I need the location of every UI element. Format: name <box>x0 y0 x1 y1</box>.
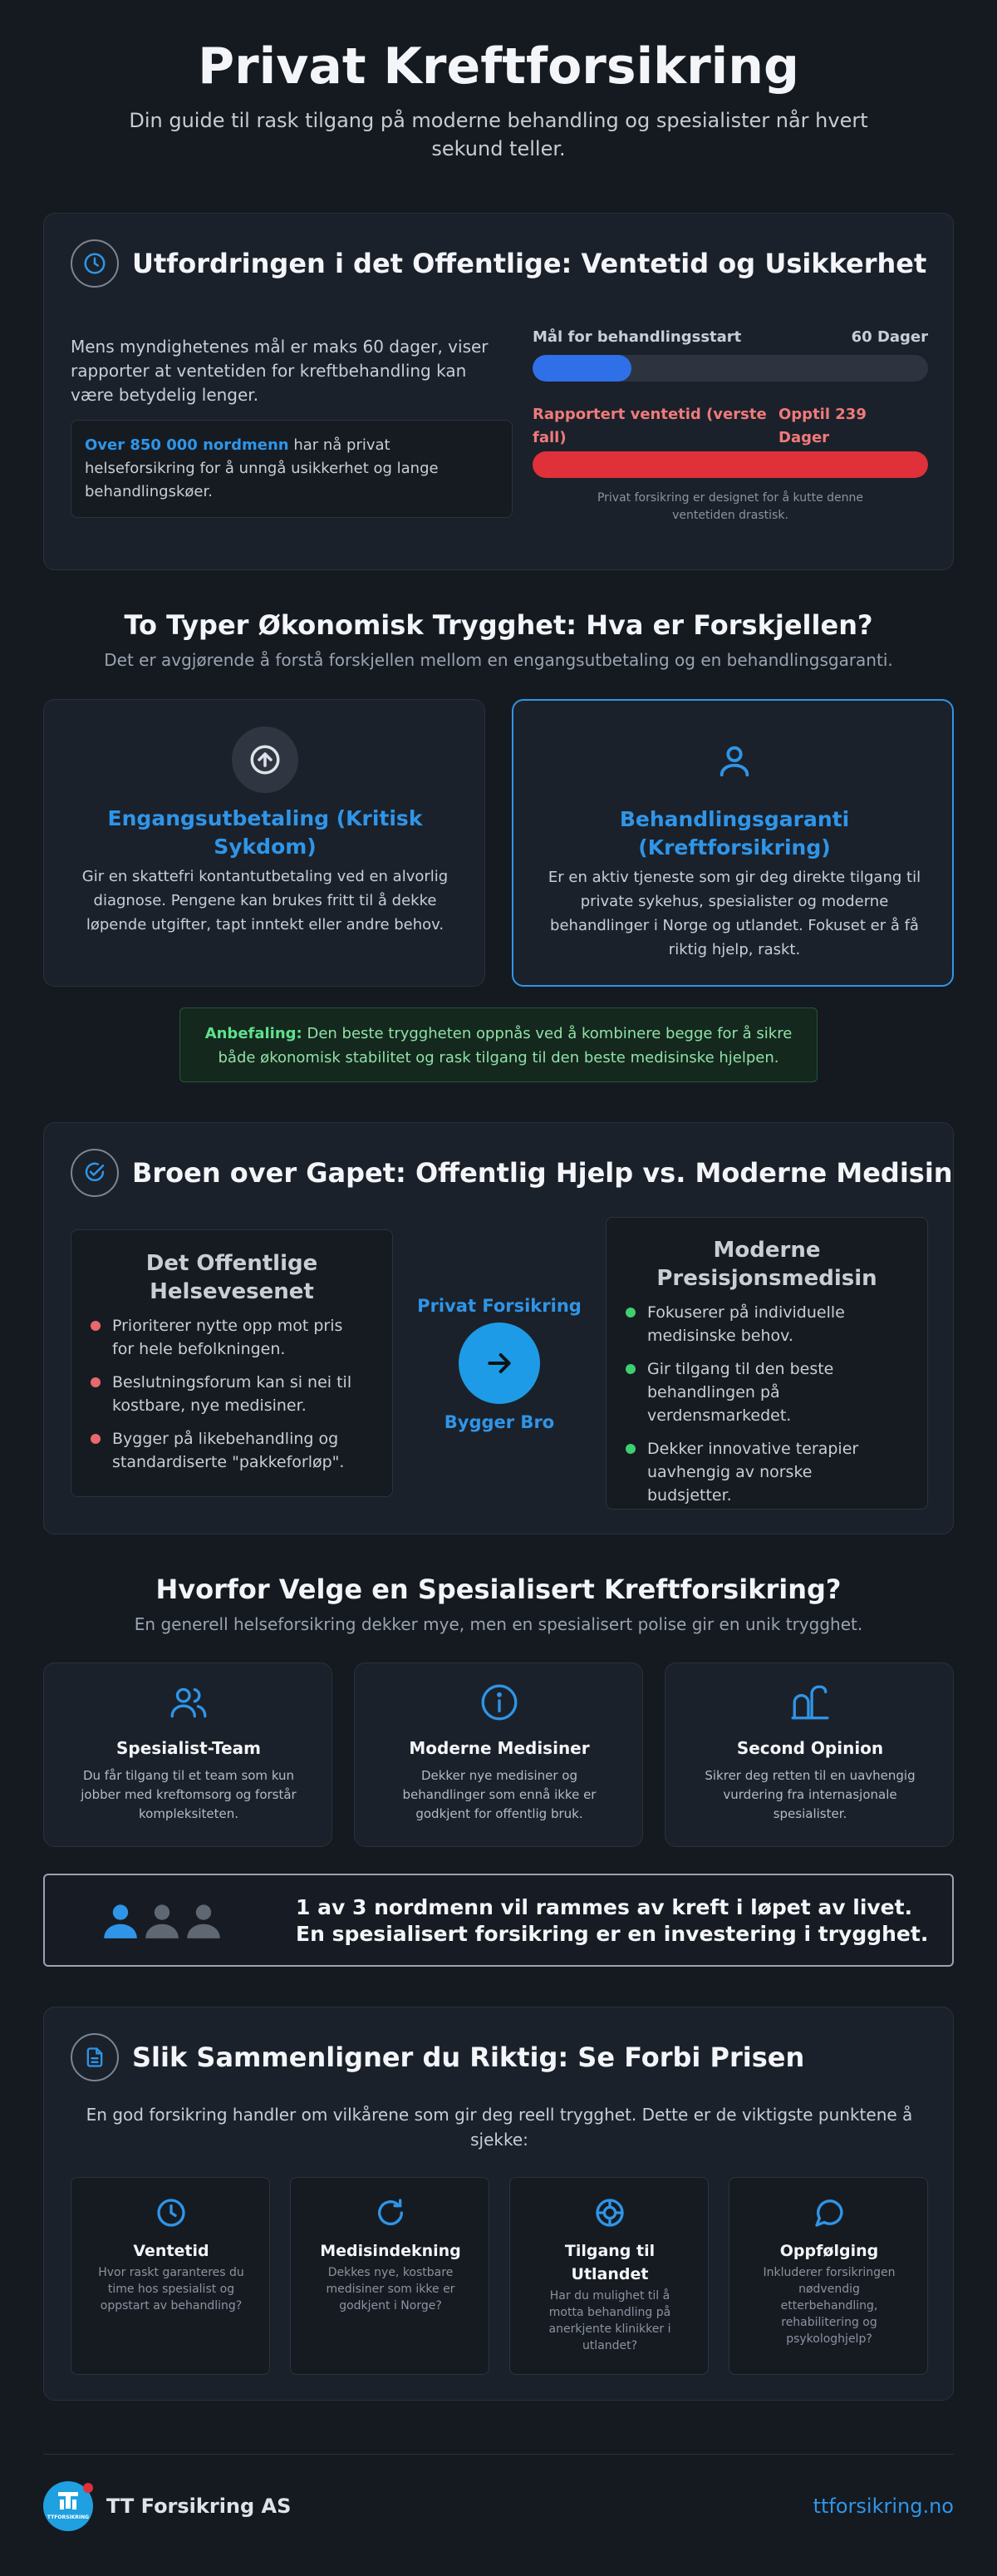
feature-card <box>354 1662 643 1847</box>
second-opinion-icon <box>789 1682 831 1723</box>
list-item: Fokuserer på individuelle medisinske behov. <box>647 1303 845 1345</box>
worst-bar-track <box>533 451 928 478</box>
bullet-dot <box>91 1434 101 1444</box>
stat-banner <box>43 1874 954 1967</box>
compare-card <box>729 2177 928 2375</box>
clock-icon <box>155 2196 188 2229</box>
compare-intro: En god forsikring handler om vilkårene som gir deg reell trygghet. Dette er de viktigste punktene å sjekke: <box>86 2105 913 2150</box>
bridge-mid-top: Privat Forsikring <box>417 1296 582 1316</box>
stat-line-1: 1 av 3 nordmenn vil rammes av kreft i løpet av livet. <box>296 1895 913 1919</box>
recommendation-label: Anbefaling: <box>204 1025 302 1042</box>
bullet-dot <box>626 1308 636 1318</box>
highlight-bold: Over 850 000 nordmenn <box>85 436 289 454</box>
document-icon <box>71 2033 119 2081</box>
compare-title: Slik Sammenligner du Riktig: Se Forbi Prisen <box>132 2042 805 2073</box>
refresh-icon <box>374 2196 407 2229</box>
worst-bar-value: Opptil 239 Dager <box>778 406 867 446</box>
feature-card <box>43 1662 332 1847</box>
challenge-note: Privat forsikring er designet for å kutte denne ventetiden drastisk. <box>597 491 864 522</box>
feature-text: Du får tilgang til et team som kun jobber med kreftomsorg og forstår kompleksiteten. <box>81 1768 297 1821</box>
footer-divider <box>43 2454 954 2455</box>
feature-text: Dekker nye medisiner og behandlinger som ennå ikke er godkjent for offentlig bruk. <box>402 1768 597 1821</box>
highlight-text: har nå privat helseforsikring for å unngå usikkerhet og lange behandlingskøer. <box>85 436 439 500</box>
precision-medicine-title: Moderne Presisjonsmedisin <box>656 1238 877 1291</box>
feature-title: Moderne Medisiner <box>409 1738 590 1758</box>
person-icon <box>183 1900 224 1945</box>
challenge-intro: Mens myndighetenes mål er maks 60 dager, viser rapporter at ventetiden for kreftbehandling kan være betydelig lenger. <box>71 337 489 405</box>
page-subtitle: Din guide til rask tilgang på moderne behandling og spesialister når hvert sekund teller. <box>129 109 868 160</box>
stat-line-2: En spesialisert forsikring er en investering i trygghet. <box>296 1922 929 1946</box>
clock-icon <box>71 239 119 288</box>
recommendation-box <box>179 1007 818 1082</box>
treatment-guarantee-title: Behandlingsgaranti (Kreftforsikring) <box>619 807 850 859</box>
lump-sum-text: Gir en skattefri kontantutbetaling ved en alvorlig diagnose. Pengene kan brukes fritt til å dekke løpende utgifter, tapt inntekt eller andre behov. <box>81 868 449 933</box>
compare-card <box>509 2177 709 2375</box>
users-icon <box>168 1682 209 1723</box>
list-item: Prioriterer nytte opp mot pris for hele befolkningen. <box>112 1317 343 1358</box>
company-name: TT Forsikring AS <box>106 2495 292 2518</box>
recommendation-text: Den beste tryggheten oppnås ved å kombinere begge for å sikre både økonomisk stabilitet og rask tilgang til den beste medisinske hjelpen. <box>218 1025 793 1066</box>
feature-title: Second Opinion <box>736 1738 884 1758</box>
compare-title: Medisindekning <box>320 2242 461 2260</box>
person-icon-highlight <box>100 1900 141 1945</box>
compare-text: Dekkes nye, kostbare medisiner som ikke er godkjent i Norge? <box>326 2266 455 2312</box>
logo-text: TTFORSIKRING <box>47 2514 90 2520</box>
arrow-right-button[interactable] <box>459 1322 540 1404</box>
feature-card <box>665 1662 954 1847</box>
person-icon <box>141 1900 183 1945</box>
globe-icon <box>593 2196 626 2229</box>
public-health-title: Det Offentlige Helsevesenet <box>145 1251 318 1304</box>
chat-icon <box>813 2196 846 2229</box>
info-icon <box>479 1682 520 1723</box>
treatment-guarantee-text: Er en aktiv tjeneste som gir deg direkte tilgang til private sykehus, spesialister og moderne behandlinger i Norge og utlandet. Fokuset er å få riktig hjelp, raskt. <box>548 869 921 958</box>
list-item: Gir tilgang til den beste behandlingen på verdensmarkedet. <box>647 1360 834 1425</box>
check-badge-icon <box>71 1149 119 1197</box>
goal-bar-fill <box>533 355 631 382</box>
compare-card <box>290 2177 489 2375</box>
bullet-dot <box>91 1377 101 1387</box>
worst-bar-label: Rapportert ventetid (verste fall) <box>533 406 767 446</box>
list-item: Bygger på likebehandling og standardiserte "pakkeforløp". <box>112 1430 345 1471</box>
website-link[interactable]: ttforsikring.no <box>813 2495 954 2518</box>
compare-text: Hvor raskt garanteres du time hos spesialist og oppstart av behandling? <box>98 2266 244 2312</box>
compare-card <box>71 2177 270 2375</box>
feature-text: Sikrer deg retten til en uavhengig vurdering fra internasjonale spesialister. <box>705 1768 916 1821</box>
arrow-up-circle-icon <box>232 727 298 793</box>
logo-badge <box>83 2483 93 2493</box>
lump-sum-title: Engangsutbetaling (Kritisk Sykdom) <box>107 806 423 859</box>
challenge-title: Utfordringen i det Offentlige: Ventetid og Usikkerhet <box>132 248 927 279</box>
bridge-title: Broen over Gapet: Offentlig Hjelp vs. Moderne Medisin <box>132 1157 953 1189</box>
lump-sum-card <box>43 699 485 987</box>
bullet-dot <box>626 1444 636 1454</box>
compare-title: Ventetid <box>133 2242 209 2260</box>
bridge-mid-bottom: Bygger Bro <box>444 1412 555 1432</box>
list-item: Dekker innovative terapier uavhengig av norske budsjetter. <box>647 1440 859 1505</box>
types-subtitle: Det er avgjørende å forstå forskjellen mellom en engangsutbetaling og en behandlingsgaranti. <box>104 650 893 670</box>
challenge-section <box>43 213 954 570</box>
bullet-dot <box>91 1321 101 1331</box>
goal-bar-value: 60 Dager <box>851 328 928 346</box>
feature-title: Spesialist-Team <box>116 1738 261 1758</box>
bullet-dot <box>626 1364 636 1374</box>
why-title: Hvorfor Velge en Spesialisert Kreftforsikring? <box>155 1574 842 1605</box>
goal-bar-label: Mål for behandlingsstart <box>533 328 742 346</box>
why-subtitle: En generell helseforsikring dekker mye, men en spesialisert polise gir en unik trygghet. <box>134 1614 863 1634</box>
compare-text: Inkluderer forsikringen nødvendig etterbehandling, rehabilitering og psykologhjelp? <box>763 2266 896 2346</box>
compare-section <box>43 2007 954 2401</box>
treatment-guarantee-card <box>512 699 954 987</box>
list-item: Beslutningsforum kan si nei til kostbare, nye medisiner. <box>112 1373 352 1415</box>
worst-bar-fill <box>533 451 928 478</box>
bridge-section <box>43 1122 954 1534</box>
page-title: Privat Kreftforsikring <box>198 37 799 96</box>
goal-bar-track <box>533 355 928 382</box>
challenge-highlight-box <box>71 420 513 518</box>
user-icon <box>701 727 768 794</box>
compare-text: Har du mulighet til å motta behandling på anerkjente klinikker i utlandet? <box>548 2289 671 2352</box>
compare-title: Tilgang til Utlandet <box>564 2242 656 2283</box>
compare-title: Oppfølging <box>779 2242 879 2260</box>
types-title: To Typer Økonomisk Trygghet: Hva er Forskjellen? <box>124 609 873 641</box>
